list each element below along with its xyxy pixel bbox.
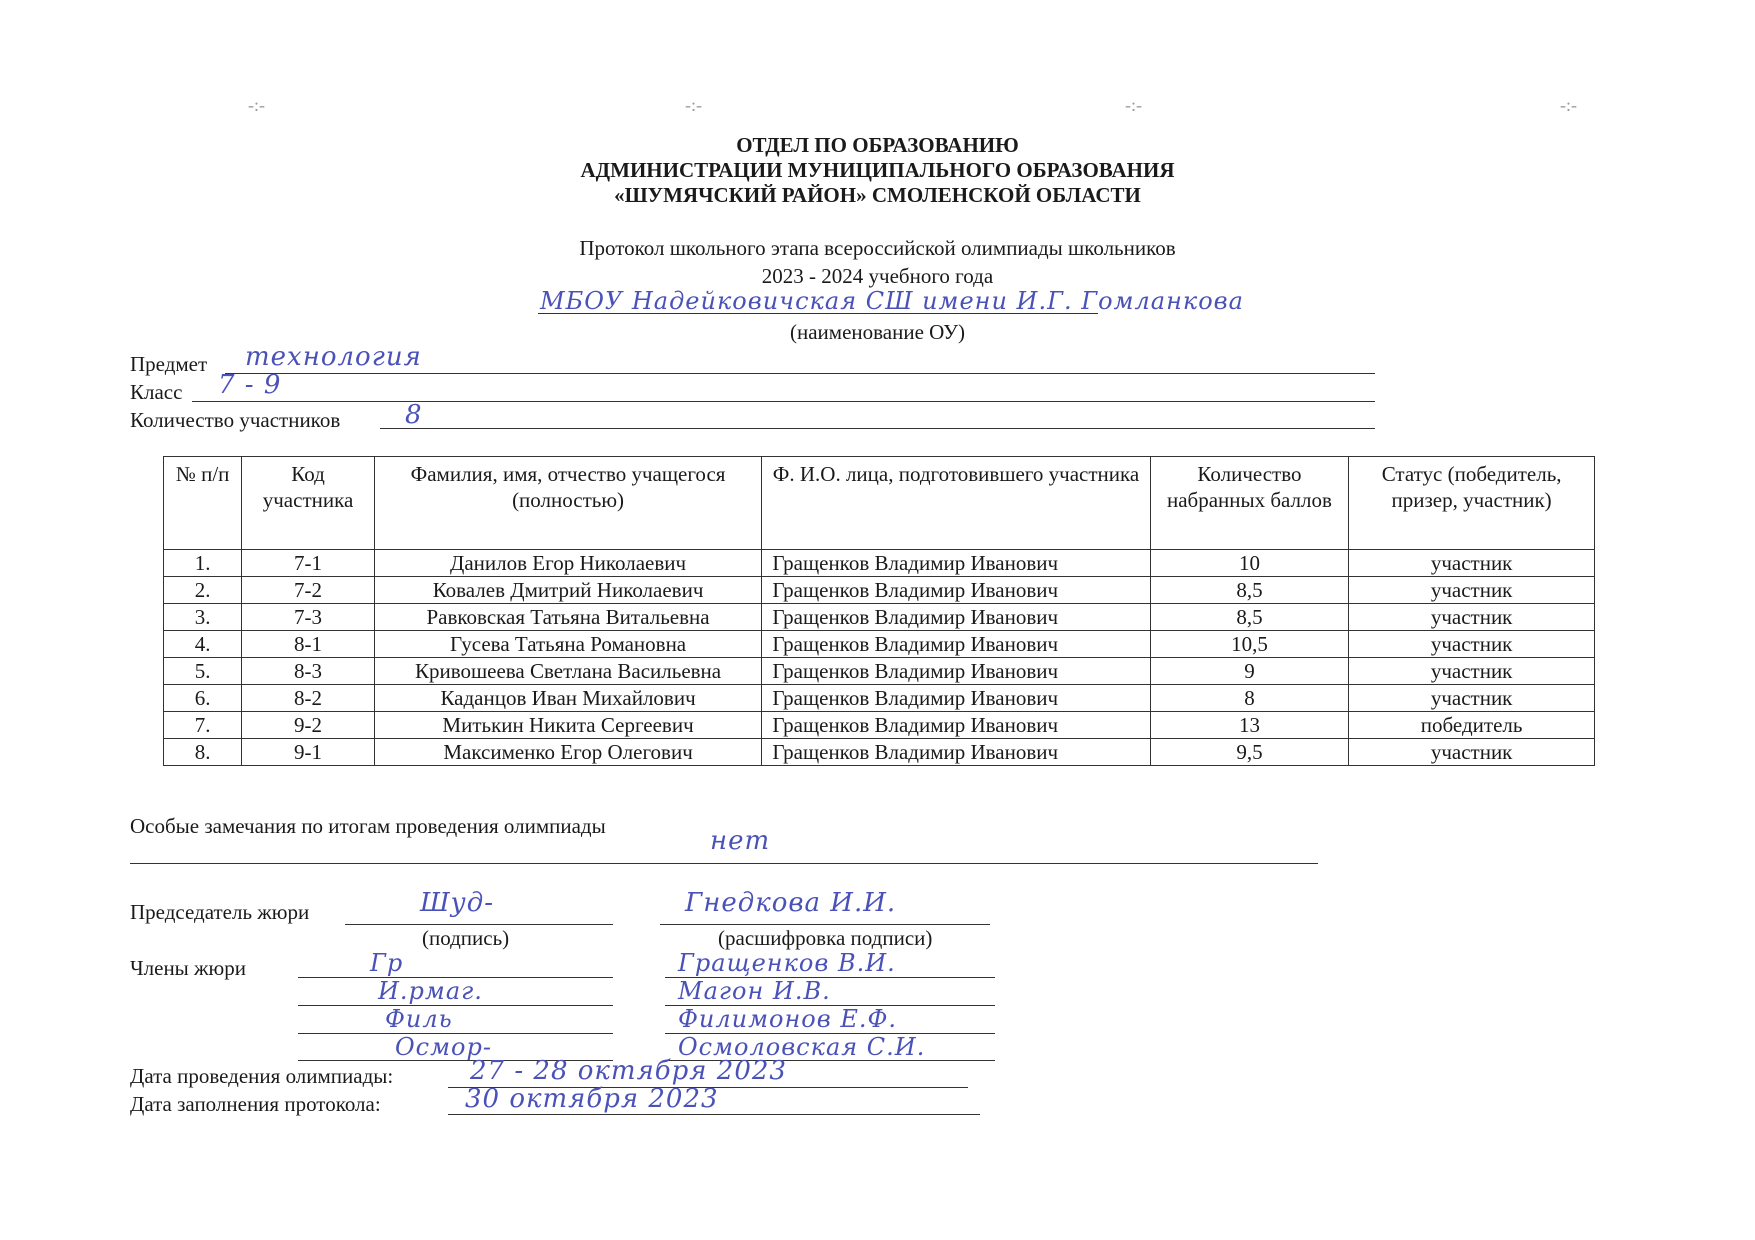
held-date-label: Дата проведения олимпиады: <box>130 1064 394 1088</box>
row-status: участник <box>1349 577 1595 604</box>
table-header-row <box>164 457 1595 550</box>
count-line <box>380 428 1375 429</box>
chair-signature: Шуд- <box>420 888 495 918</box>
row-score: 10 <box>1150 550 1349 577</box>
header-administration: АДМИНИСТРАЦИИ МУНИЦИПАЛЬНОГО ОБРАЗОВАНИЯ <box>580 158 1175 182</box>
member-name: Филимонов Е.Ф. <box>678 1005 898 1033</box>
filled-date-line <box>448 1114 980 1115</box>
row-status: участник <box>1349 604 1595 631</box>
row-status: участник <box>1349 658 1595 685</box>
table-row <box>164 604 1595 631</box>
row-number: 3. <box>164 604 242 631</box>
row-number: 8. <box>164 739 242 766</box>
row-code: 7-2 <box>242 577 375 604</box>
row-code: 9-1 <box>242 739 375 766</box>
row-code: 8-2 <box>242 685 375 712</box>
row-score: 10,5 <box>1150 631 1349 658</box>
header-number: № п/п <box>164 457 242 550</box>
row-teacher-name: Гращенков Владимир Иванович <box>762 631 1150 658</box>
filled-date-label: Дата заполнения протокола: <box>130 1092 381 1116</box>
decode-caption: (расшифровка подписи) <box>718 926 933 950</box>
table-row <box>164 739 1595 766</box>
row-code: 9-2 <box>242 712 375 739</box>
class-value: 7 - 9 <box>218 370 282 400</box>
remarks-value: нет <box>710 826 771 856</box>
held-date-value: 27 - 28 октября 2023 <box>470 1056 787 1086</box>
protocol-year: 2023 - 2024 учебного года <box>761 264 994 288</box>
row-score: 8 <box>1150 685 1349 712</box>
row-student-name: Кривошеева Светлана Васильевна <box>374 658 762 685</box>
protocol-title: Протокол школьного этапа всероссийской олимпиады школьников <box>579 236 1176 260</box>
row-code: 7-3 <box>242 604 375 631</box>
row-score: 8,5 <box>1150 604 1349 631</box>
row-score: 9,5 <box>1150 739 1349 766</box>
subject-line <box>225 373 1375 374</box>
row-teacher-name: Гращенков Владимир Иванович <box>762 658 1150 685</box>
school-handwritten: МБОУ Надейковичская СШ имени И.Г. Гомланкова <box>540 287 1244 315</box>
header-code: Код участника <box>242 457 375 550</box>
header-district: «ШУМЯЧСКИЙ РАЙОН» СМОЛЕНСКОЙ ОБЛАСТИ <box>614 183 1141 207</box>
row-code: 8-1 <box>242 631 375 658</box>
row-number: 1. <box>164 550 242 577</box>
row-student-name: Митькин Никита Сергеевич <box>374 712 762 739</box>
row-score: 13 <box>1150 712 1349 739</box>
row-code: 8-3 <box>242 658 375 685</box>
row-code: 7-1 <box>242 550 375 577</box>
header-student-name: Фамилия, имя, отчество учащегося (полностью) <box>374 457 762 550</box>
results-table <box>163 456 1595 766</box>
chair-name-line <box>660 924 990 925</box>
row-number: 2. <box>164 577 242 604</box>
count-value: 8 <box>405 400 423 430</box>
table-row <box>164 577 1595 604</box>
class-label: Класс <box>130 380 183 404</box>
row-score: 8,5 <box>1150 577 1349 604</box>
row-teacher-name: Гращенков Владимир Иванович <box>762 604 1150 631</box>
table-row <box>164 631 1595 658</box>
school-caption: (наименование ОУ) <box>790 320 965 344</box>
table-row <box>164 685 1595 712</box>
scan-mark: -:- <box>1125 95 1142 115</box>
remarks-line <box>130 863 1318 864</box>
row-teacher-name: Гращенков Владимир Иванович <box>762 550 1150 577</box>
chair-name: Гнедкова И.И. <box>685 888 897 918</box>
row-student-name: Каданцов Иван Михайлович <box>374 685 762 712</box>
row-status: победитель <box>1349 712 1595 739</box>
row-status: участник <box>1349 631 1595 658</box>
row-status: участник <box>1349 550 1595 577</box>
count-label: Количество участников <box>130 408 341 432</box>
row-number: 7. <box>164 712 242 739</box>
class-line <box>192 401 1375 402</box>
member-signature: Гр <box>370 949 404 977</box>
row-student-name: Гусева Татьяна Романовна <box>374 631 762 658</box>
row-score: 9 <box>1150 658 1349 685</box>
table-row <box>164 658 1595 685</box>
scan-mark: -:- <box>1560 95 1577 115</box>
row-number: 5. <box>164 658 242 685</box>
row-teacher-name: Гращенков Владимир Иванович <box>762 577 1150 604</box>
row-status: участник <box>1349 685 1595 712</box>
table-row <box>164 550 1595 577</box>
member-signature: И.рмаг. <box>378 977 483 1005</box>
row-status: участник <box>1349 739 1595 766</box>
member-name: Осмоловская С.И. <box>678 1033 926 1061</box>
row-number: 6. <box>164 685 242 712</box>
member-signature: Филь <box>385 1005 453 1033</box>
members-label: Члены жюри <box>130 956 246 980</box>
member-name: Магон И.В. <box>678 977 831 1005</box>
header-teacher-name: Ф. И.О. лица, подготовившего участника <box>762 457 1150 550</box>
subject-value: технология <box>245 342 422 372</box>
row-student-name: Равковская Татьяна Витальевна <box>374 604 762 631</box>
header-score: Количество набранных баллов <box>1150 457 1349 550</box>
row-student-name: Ковалев Дмитрий Николаевич <box>374 577 762 604</box>
signature-caption: (подпись) <box>422 926 510 950</box>
subject-label: Предмет <box>130 352 208 376</box>
scan-mark: -:- <box>685 95 702 115</box>
header-department: ОТДЕЛ ПО ОБРАЗОВАНИЮ <box>736 133 1019 157</box>
remarks-label: Особые замечания по итогам проведения олимпиады <box>130 814 606 838</box>
row-teacher-name: Гращенков Владимир Иванович <box>762 685 1150 712</box>
chair-label: Председатель жюри <box>130 900 310 924</box>
row-student-name: Данилов Егор Николаевич <box>374 550 762 577</box>
row-number: 4. <box>164 631 242 658</box>
filled-date-value: 30 октября 2023 <box>465 1084 719 1114</box>
table-row <box>164 712 1595 739</box>
row-teacher-name: Гращенков Владимир Иванович <box>762 712 1150 739</box>
row-teacher-name: Гращенков Владимир Иванович <box>762 739 1150 766</box>
row-student-name: Максименко Егор Олегович <box>374 739 762 766</box>
member-name: Гращенков В.И. <box>678 949 896 977</box>
scan-mark: -:- <box>248 95 265 115</box>
chair-signature-line <box>345 924 613 925</box>
member-signature: Осмор- <box>395 1033 492 1061</box>
header-status: Статус (победитель, призер, участник) <box>1349 457 1595 550</box>
